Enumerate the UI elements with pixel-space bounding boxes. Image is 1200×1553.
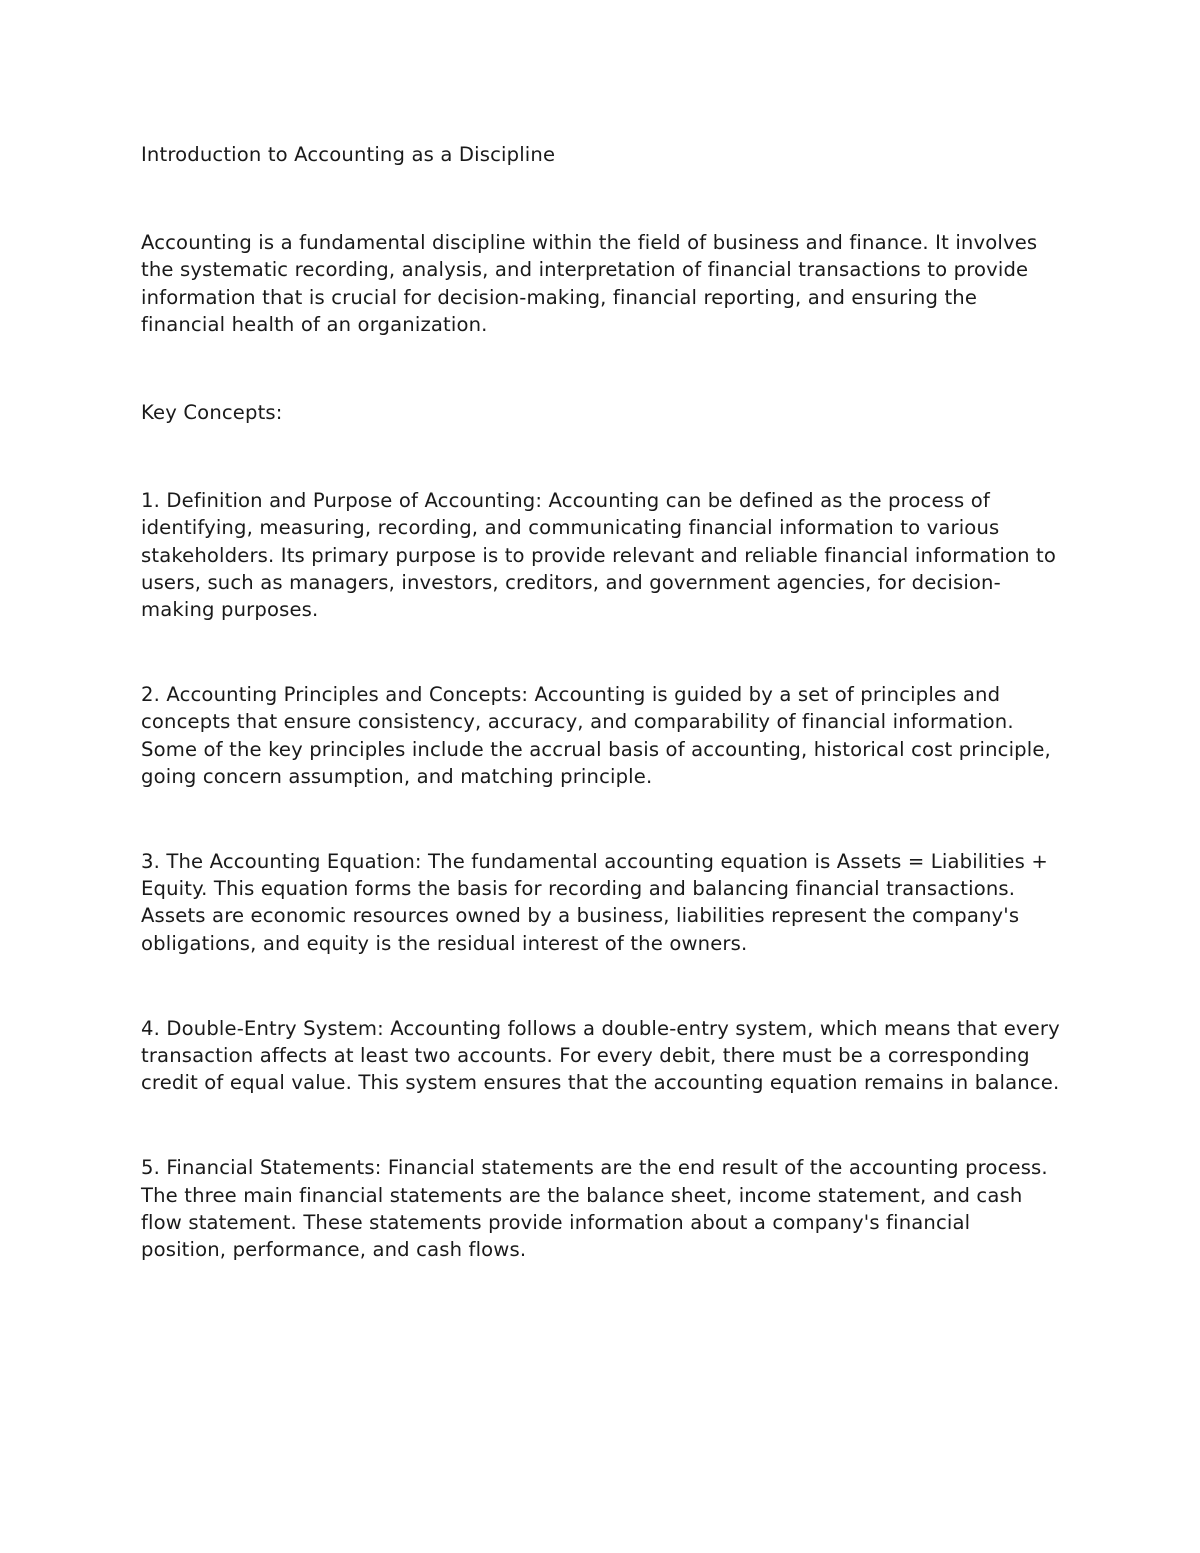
key-concepts-heading: Key Concepts: bbox=[141, 401, 283, 425]
concept-paragraph-3: 3. The Accounting Equation: The fundamental accounting equation is Assets = Liabilities + Equity. This equation forms the basis for recording and balancing financial transactions. Assets are economic resources owned by a business, liabilities represent the company's obligations, and equity is the residual interest of the owners. bbox=[141, 850, 1048, 955]
concept-paragraph-5: 5. Financial Statements: Financial statements are the end result of the accounting process. The three main financial statements are the balance sheet, income statement, and cash flow statement. These statements provide information about a company's financial position, performance, and cash flows. bbox=[141, 1156, 1048, 1262]
document-body bbox=[141, 141, 1061, 1263]
concept-paragraph-1: 1. Definition and Purpose of Accounting: Accounting can be defined as the process of identifying, measuring, recording, and communicating financial information to various stakeholders. Its primary purpose is to provide relevant and reliable financial information to users, such as managers, investors, creditors, and government agencies, for decision-making purposes. bbox=[141, 489, 1056, 622]
intro-paragraph: Accounting is a fundamental discipline within the field of business and finance. It involves the systematic recording, analysis, and interpretation of financial transactions to provide information that is crucial for decision-making, financial reporting, and ensuring the financial health of an organization. bbox=[141, 231, 1038, 336]
document-title: Introduction to Accounting as a Discipline bbox=[141, 143, 556, 166]
concept-paragraph-4: 4. Double-Entry System: Accounting follows a double-entry system, which means that every transaction affects at least two accounts. For every debit, there must be a corresponding credit of equal value. This system ensures that the accounting equation remains in balance. bbox=[141, 1016, 1060, 1095]
concept-paragraph-2: 2. Accounting Principles and Concepts: Accounting is guided by a set of principles and concepts that ensure consistency, accuracy, and comparability of financial information. Some of the key principles include the accrual basis of accounting, historical cost principle, going concern assumption, and matching principle. bbox=[141, 683, 1051, 788]
